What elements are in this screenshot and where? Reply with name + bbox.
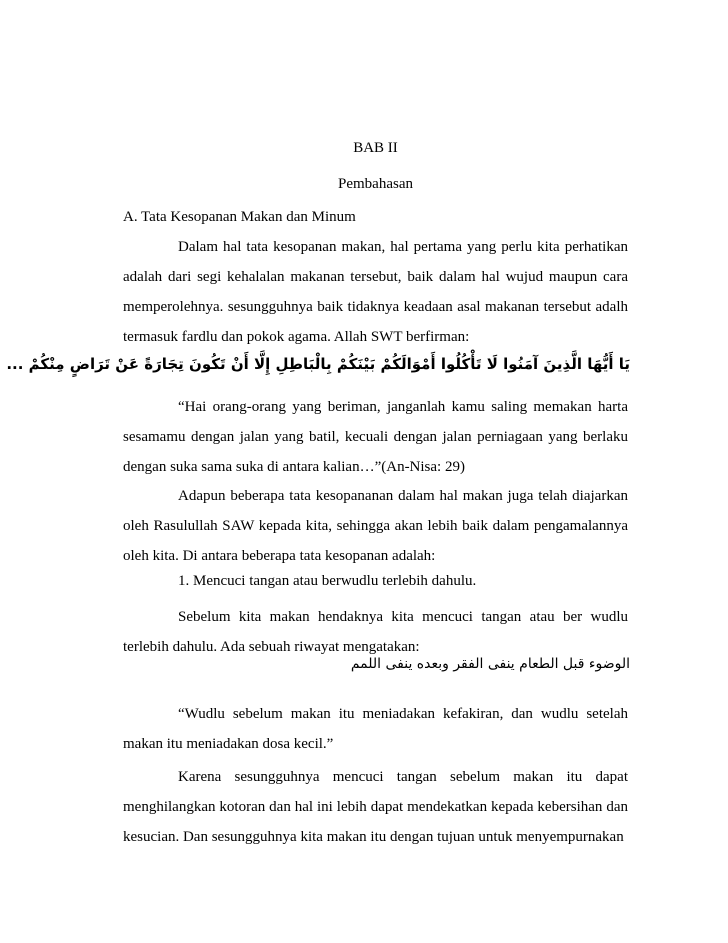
chapter-subtitle: Pembahasan <box>338 176 413 192</box>
riwayat-translation: “Wudlu sebelum makan itu meniadakan kefakiran, dan wudlu setelah makan itu meniadakan dosa kecil.” <box>123 706 628 752</box>
riwayat-arabic: الوضوء قبل الطعام ينفى الفقر وبعده ينفى اللمم <box>350 656 630 672</box>
paragraph-wudlu: Sebelum kita makan hendaknya kita mencuci tangan atau ber wudlu terlebih dahulu. Ada sebuah riwayat mengatakan: <box>123 609 628 655</box>
chapter-heading: BAB II <box>353 140 398 156</box>
quran-verse-arabic: يَا أَيُّهَا الَّذِينَ آمَنُوا لَا تَأْكُلُوا أَمْوَالَكُمْ بَيْنَكُمْ بِالْبَاطِلِ إِلَّا أَنْ تَكُونَ تِجَارَةً عَنْ تَرَاضٍ مِنْكُمْ ... <box>6 355 630 373</box>
section-title: A. Tata Kesopanan Makan dan Minum <box>123 209 356 225</box>
verse-translation: “Hai orang-orang yang beriman, janganlah kamu saling memakan harta sesamamu dengan jalan yang batil, kecuali dengan jalan perniagaan yang berlaku dengan suka sama suka di antara kalian…”(An-Nisa: 29) <box>123 399 628 475</box>
list-item-1: 1. Mencuci tangan atau berwudlu terlebih dahulu. <box>178 573 477 589</box>
paragraph-cleanliness: Karena sesungguhnya mencuci tangan sebelum makan itu dapat menghilangkan kotoran dan hal ini lebih dapat mendekatkan kepada kebersihan dan kesucian. Dan sesungguhnya kita makan itu dengan tujuan untuk menyempurnakan <box>123 769 628 845</box>
paragraph-intro: Dalam hal tata kesopanan makan, hal pertama yang perlu kita perhatikan adalah dari segi kehalalan makanan tersebut, baik dalam hal wujud maupun cara memperolehnya. sesungguhnya baik tidaknya keadaan asal makanan tersebut adalh termasuk fardlu dan pokok agama. Allah SWT berfirman: <box>123 239 628 345</box>
paragraph-adab-intro: Adapun beberapa tata kesopananan dalam hal makan juga telah diajarkan oleh Rasulullah SAW kepada kita, sehingga akan lebih baik dalam pengamalannya oleh kita. Di antara beberapa tata kesopanan adalah: <box>123 488 628 564</box>
